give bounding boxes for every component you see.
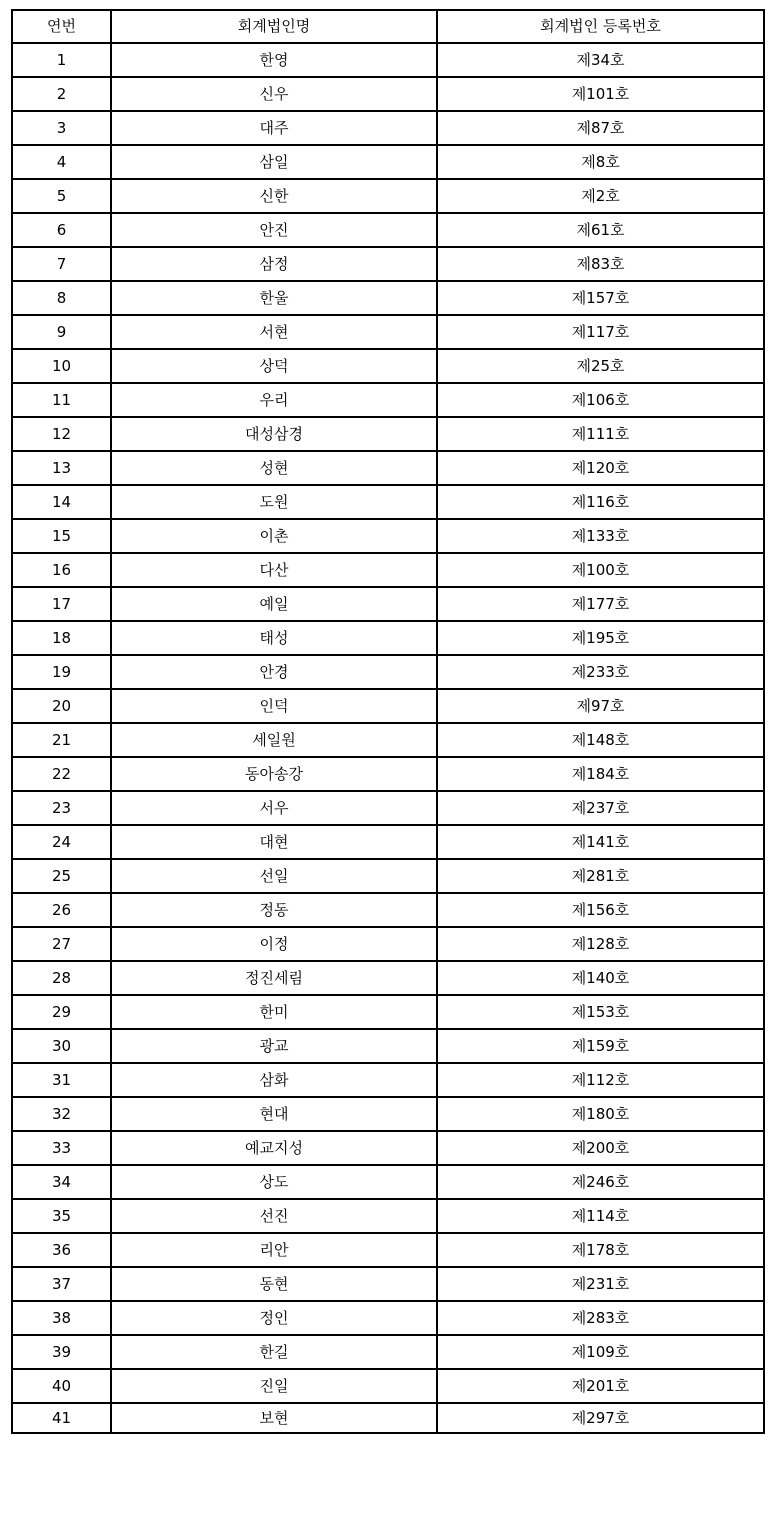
cell-registration-number: 제109호: [437, 1335, 764, 1369]
cell-serial-number: 38: [12, 1301, 111, 1335]
cell-registration-number: 제237호: [437, 791, 764, 825]
cell-serial-number: 15: [12, 519, 111, 553]
cell-serial-number: 18: [12, 621, 111, 655]
cell-firm-name: 한길: [111, 1335, 437, 1369]
cell-serial-number: 11: [12, 383, 111, 417]
cell-firm-name: 삼일: [111, 145, 437, 179]
cell-firm-name: 예일: [111, 587, 437, 621]
cell-firm-name: 세일원: [111, 723, 437, 757]
cell-firm-name: 다산: [111, 553, 437, 587]
cell-registration-number: 제133호: [437, 519, 764, 553]
cell-firm-name: 이촌: [111, 519, 437, 553]
cell-serial-number: 31: [12, 1063, 111, 1097]
cell-registration-number: 제87호: [437, 111, 764, 145]
cell-firm-name: 정진세림: [111, 961, 437, 995]
accounting-firm-table: [11, 9, 765, 1434]
cell-firm-name: 서우: [111, 791, 437, 825]
table-row: [12, 825, 764, 859]
cell-serial-number: 13: [12, 451, 111, 485]
table-row: [12, 349, 764, 383]
table-row: [12, 1165, 764, 1199]
cell-registration-number: 제246호: [437, 1165, 764, 1199]
cell-registration-number: 제106호: [437, 383, 764, 417]
cell-firm-name: 태성: [111, 621, 437, 655]
cell-serial-number: 16: [12, 553, 111, 587]
cell-firm-name: 상덕: [111, 349, 437, 383]
cell-firm-name: 동아송강: [111, 757, 437, 791]
cell-registration-number: 제156호: [437, 893, 764, 927]
cell-serial-number: 9: [12, 315, 111, 349]
header-registration-number: 회계법인 등록번호: [437, 10, 764, 43]
table-row: [12, 655, 764, 689]
cell-registration-number: 제201호: [437, 1369, 764, 1403]
table-row: [12, 1369, 764, 1403]
cell-serial-number: 32: [12, 1097, 111, 1131]
cell-firm-name: 대현: [111, 825, 437, 859]
cell-firm-name: 대성삼경: [111, 417, 437, 451]
table-row: [12, 553, 764, 587]
table-row: [12, 485, 764, 519]
cell-firm-name: 성현: [111, 451, 437, 485]
table-row: [12, 417, 764, 451]
table-body: [12, 43, 764, 1433]
table-row: [12, 315, 764, 349]
table-row: [12, 1301, 764, 1335]
table-row: [12, 893, 764, 927]
table-row: [12, 689, 764, 723]
cell-registration-number: 제25호: [437, 349, 764, 383]
cell-firm-name: 한영: [111, 43, 437, 77]
table-row: [12, 927, 764, 961]
cell-registration-number: 제184호: [437, 757, 764, 791]
table-row: [12, 1335, 764, 1369]
cell-registration-number: 제157호: [437, 281, 764, 315]
cell-registration-number: 제281호: [437, 859, 764, 893]
cell-registration-number: 제141호: [437, 825, 764, 859]
table-row: [12, 757, 764, 791]
cell-registration-number: 제283호: [437, 1301, 764, 1335]
cell-firm-name: 삼정: [111, 247, 437, 281]
cell-serial-number: 28: [12, 961, 111, 995]
header-serial-number: 연번: [12, 10, 111, 43]
table-row: [12, 1233, 764, 1267]
table-row: [12, 723, 764, 757]
cell-serial-number: 22: [12, 757, 111, 791]
cell-firm-name: 선일: [111, 859, 437, 893]
cell-registration-number: 제177호: [437, 587, 764, 621]
cell-registration-number: 제116호: [437, 485, 764, 519]
cell-registration-number: 제153호: [437, 995, 764, 1029]
cell-firm-name: 인덕: [111, 689, 437, 723]
table-row: [12, 383, 764, 417]
cell-firm-name: 리안: [111, 1233, 437, 1267]
cell-registration-number: 제120호: [437, 451, 764, 485]
cell-serial-number: 35: [12, 1199, 111, 1233]
cell-serial-number: 39: [12, 1335, 111, 1369]
cell-registration-number: 제140호: [437, 961, 764, 995]
cell-firm-name: 광교: [111, 1029, 437, 1063]
table-row: [12, 995, 764, 1029]
cell-registration-number: 제8호: [437, 145, 764, 179]
cell-serial-number: 10: [12, 349, 111, 383]
table-row: [12, 1267, 764, 1301]
cell-firm-name: 상도: [111, 1165, 437, 1199]
cell-firm-name: 도원: [111, 485, 437, 519]
cell-serial-number: 17: [12, 587, 111, 621]
cell-registration-number: 제159호: [437, 1029, 764, 1063]
cell-firm-name: 서현: [111, 315, 437, 349]
cell-serial-number: 2: [12, 77, 111, 111]
cell-serial-number: 3: [12, 111, 111, 145]
cell-serial-number: 30: [12, 1029, 111, 1063]
cell-firm-name: 예교지성: [111, 1131, 437, 1165]
cell-firm-name: 안진: [111, 213, 437, 247]
cell-serial-number: 7: [12, 247, 111, 281]
table-row: [12, 43, 764, 77]
cell-serial-number: 1: [12, 43, 111, 77]
cell-registration-number: 제83호: [437, 247, 764, 281]
cell-registration-number: 제101호: [437, 77, 764, 111]
cell-serial-number: 21: [12, 723, 111, 757]
table-row: [12, 247, 764, 281]
cell-serial-number: 36: [12, 1233, 111, 1267]
cell-registration-number: 제148호: [437, 723, 764, 757]
table-row: [12, 519, 764, 553]
cell-serial-number: 19: [12, 655, 111, 689]
table-row: [12, 1029, 764, 1063]
cell-registration-number: 제111호: [437, 417, 764, 451]
cell-registration-number: 제231호: [437, 1267, 764, 1301]
cell-serial-number: 6: [12, 213, 111, 247]
cell-registration-number: 제128호: [437, 927, 764, 961]
cell-firm-name: 신한: [111, 179, 437, 213]
cell-firm-name: 삼화: [111, 1063, 437, 1097]
cell-registration-number: 제297호: [437, 1403, 764, 1433]
header-firm-name: 회계법인명: [111, 10, 437, 43]
cell-serial-number: 4: [12, 145, 111, 179]
cell-serial-number: 23: [12, 791, 111, 825]
cell-registration-number: 제200호: [437, 1131, 764, 1165]
cell-serial-number: 37: [12, 1267, 111, 1301]
table-row: [12, 281, 764, 315]
cell-firm-name: 이정: [111, 927, 437, 961]
table-row: [12, 1131, 764, 1165]
cell-serial-number: 33: [12, 1131, 111, 1165]
table-row: [12, 859, 764, 893]
cell-firm-name: 보현: [111, 1403, 437, 1433]
table-header-row: [12, 10, 764, 43]
cell-serial-number: 26: [12, 893, 111, 927]
table-row: [12, 791, 764, 825]
cell-firm-name: 현대: [111, 1097, 437, 1131]
cell-registration-number: 제195호: [437, 621, 764, 655]
table-row: [12, 1199, 764, 1233]
cell-serial-number: 25: [12, 859, 111, 893]
table-row: [12, 451, 764, 485]
cell-registration-number: 제97호: [437, 689, 764, 723]
cell-serial-number: 8: [12, 281, 111, 315]
cell-firm-name: 동현: [111, 1267, 437, 1301]
cell-firm-name: 안경: [111, 655, 437, 689]
table-row: [12, 961, 764, 995]
cell-registration-number: 제61호: [437, 213, 764, 247]
cell-serial-number: 41: [12, 1403, 111, 1433]
cell-firm-name: 한울: [111, 281, 437, 315]
cell-serial-number: 24: [12, 825, 111, 859]
table-row: [12, 1063, 764, 1097]
table-row: [12, 145, 764, 179]
cell-serial-number: 14: [12, 485, 111, 519]
table-row: [12, 1403, 764, 1433]
cell-registration-number: 제112호: [437, 1063, 764, 1097]
cell-serial-number: 20: [12, 689, 111, 723]
cell-firm-name: 우리: [111, 383, 437, 417]
table-row: [12, 1097, 764, 1131]
table-row: [12, 587, 764, 621]
cell-registration-number: 제114호: [437, 1199, 764, 1233]
cell-registration-number: 제2호: [437, 179, 764, 213]
cell-serial-number: 40: [12, 1369, 111, 1403]
cell-firm-name: 한미: [111, 995, 437, 1029]
table-row: [12, 179, 764, 213]
cell-firm-name: 정인: [111, 1301, 437, 1335]
cell-serial-number: 12: [12, 417, 111, 451]
cell-serial-number: 34: [12, 1165, 111, 1199]
cell-registration-number: 제34호: [437, 43, 764, 77]
cell-registration-number: 제117호: [437, 315, 764, 349]
cell-serial-number: 27: [12, 927, 111, 961]
cell-firm-name: 선진: [111, 1199, 437, 1233]
cell-firm-name: 대주: [111, 111, 437, 145]
cell-registration-number: 제180호: [437, 1097, 764, 1131]
table-row: [12, 621, 764, 655]
table-row: [12, 77, 764, 111]
cell-firm-name: 진일: [111, 1369, 437, 1403]
cell-serial-number: 5: [12, 179, 111, 213]
table-row: [12, 213, 764, 247]
cell-registration-number: 제100호: [437, 553, 764, 587]
cell-registration-number: 제178호: [437, 1233, 764, 1267]
cell-firm-name: 신우: [111, 77, 437, 111]
table-row: [12, 111, 764, 145]
cell-serial-number: 29: [12, 995, 111, 1029]
cell-registration-number: 제233호: [437, 655, 764, 689]
cell-firm-name: 정동: [111, 893, 437, 927]
